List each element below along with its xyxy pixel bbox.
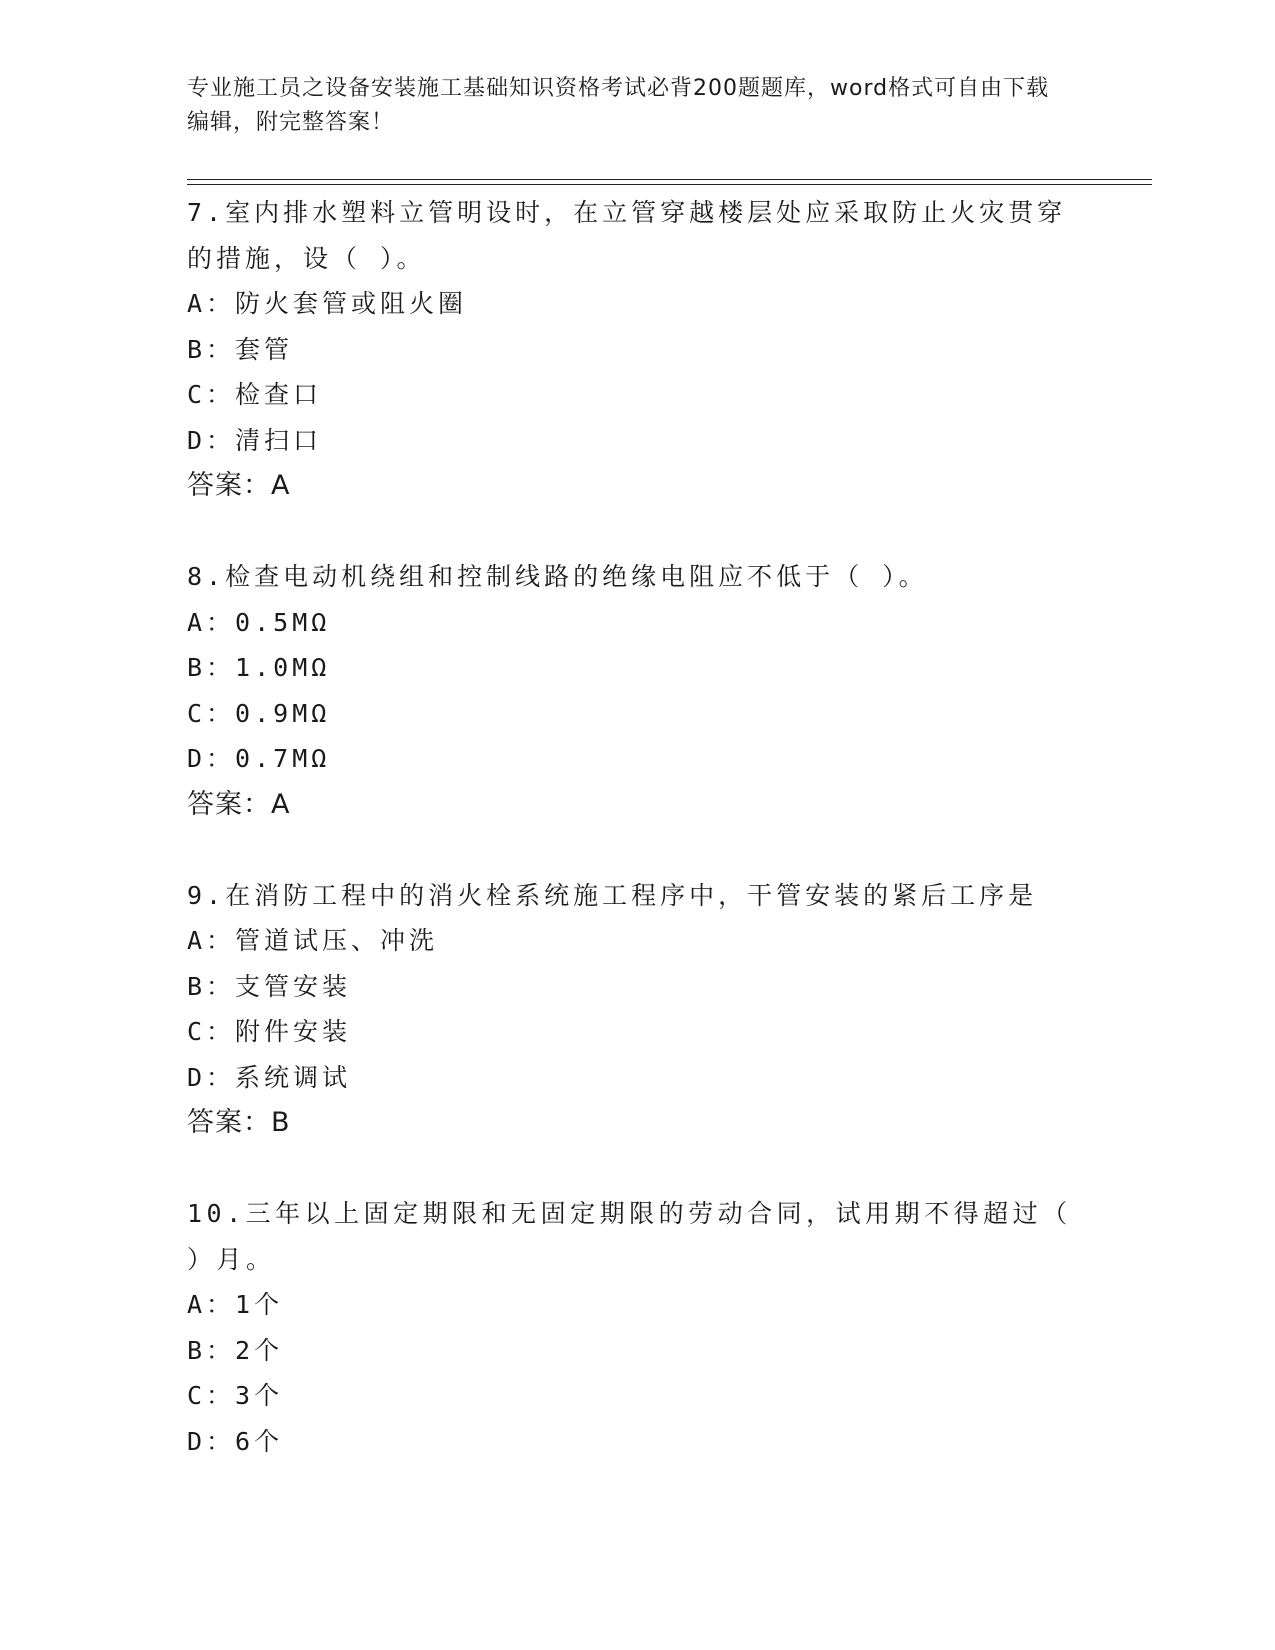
question-7 [187, 190, 1087, 509]
option-b: B：2个 [187, 1335, 284, 1365]
option-d: D：6个 [187, 1426, 284, 1456]
option-a: A：管道试压、冲洗 [187, 926, 439, 955]
option-a: A：1个 [187, 1290, 284, 1319]
header-divider-bottom [187, 184, 1152, 185]
option-c: C：检查口 [187, 380, 323, 409]
question-text: 7.室内排水塑料立管明设时，在立管穿越楼层处应采取防止火灾贯穿的措施，设（ ）。 [187, 198, 1067, 273]
question-8 [187, 554, 1087, 827]
header-divider-top [187, 179, 1152, 180]
option-c: C：3个 [187, 1381, 284, 1410]
answer: 答案：A [187, 470, 291, 501]
answer: 答案：B [187, 1107, 291, 1138]
option-b: B：1.0MΩ [187, 653, 331, 682]
document-header: 专业施工员之设备安装施工基础知识资格考试必背200题题库，word格式可自由下载编辑，附完整答案！ [187, 76, 1050, 135]
question-spacer [187, 827, 1087, 873]
option-c: C：0.9MΩ [187, 698, 331, 728]
question-list [187, 190, 1092, 1464]
option-d: D：系统调试 [187, 1062, 352, 1092]
question-text: 9.在消防工程中的消火栓系统施工程序中，干管安装的紧后工序是 [187, 880, 1038, 910]
option-b: B：支管安装 [187, 971, 352, 1001]
answer: 答案：A [187, 788, 291, 820]
option-a: A：防火套管或阻火圈 [187, 289, 468, 318]
option-d: D：0.7MΩ [187, 744, 331, 773]
question-text: 8.检查电动机绕组和控制线路的绝缘电阻应不低于（ ）。 [187, 562, 928, 591]
option-b: B：套管 [187, 334, 294, 364]
question-text: 10.三年以上固定期限和无固定期限的劳动合同，试用期不得超过（ ）月。 [187, 1199, 1092, 1274]
option-d: D：清扫口 [187, 425, 323, 455]
question-spacer [187, 509, 1087, 555]
question-9 [187, 873, 1087, 1146]
question-10 [187, 1191, 1092, 1464]
option-a: A：0.5MΩ [187, 607, 331, 637]
option-c: C：附件安装 [187, 1017, 352, 1046]
question-spacer [187, 1146, 1087, 1192]
